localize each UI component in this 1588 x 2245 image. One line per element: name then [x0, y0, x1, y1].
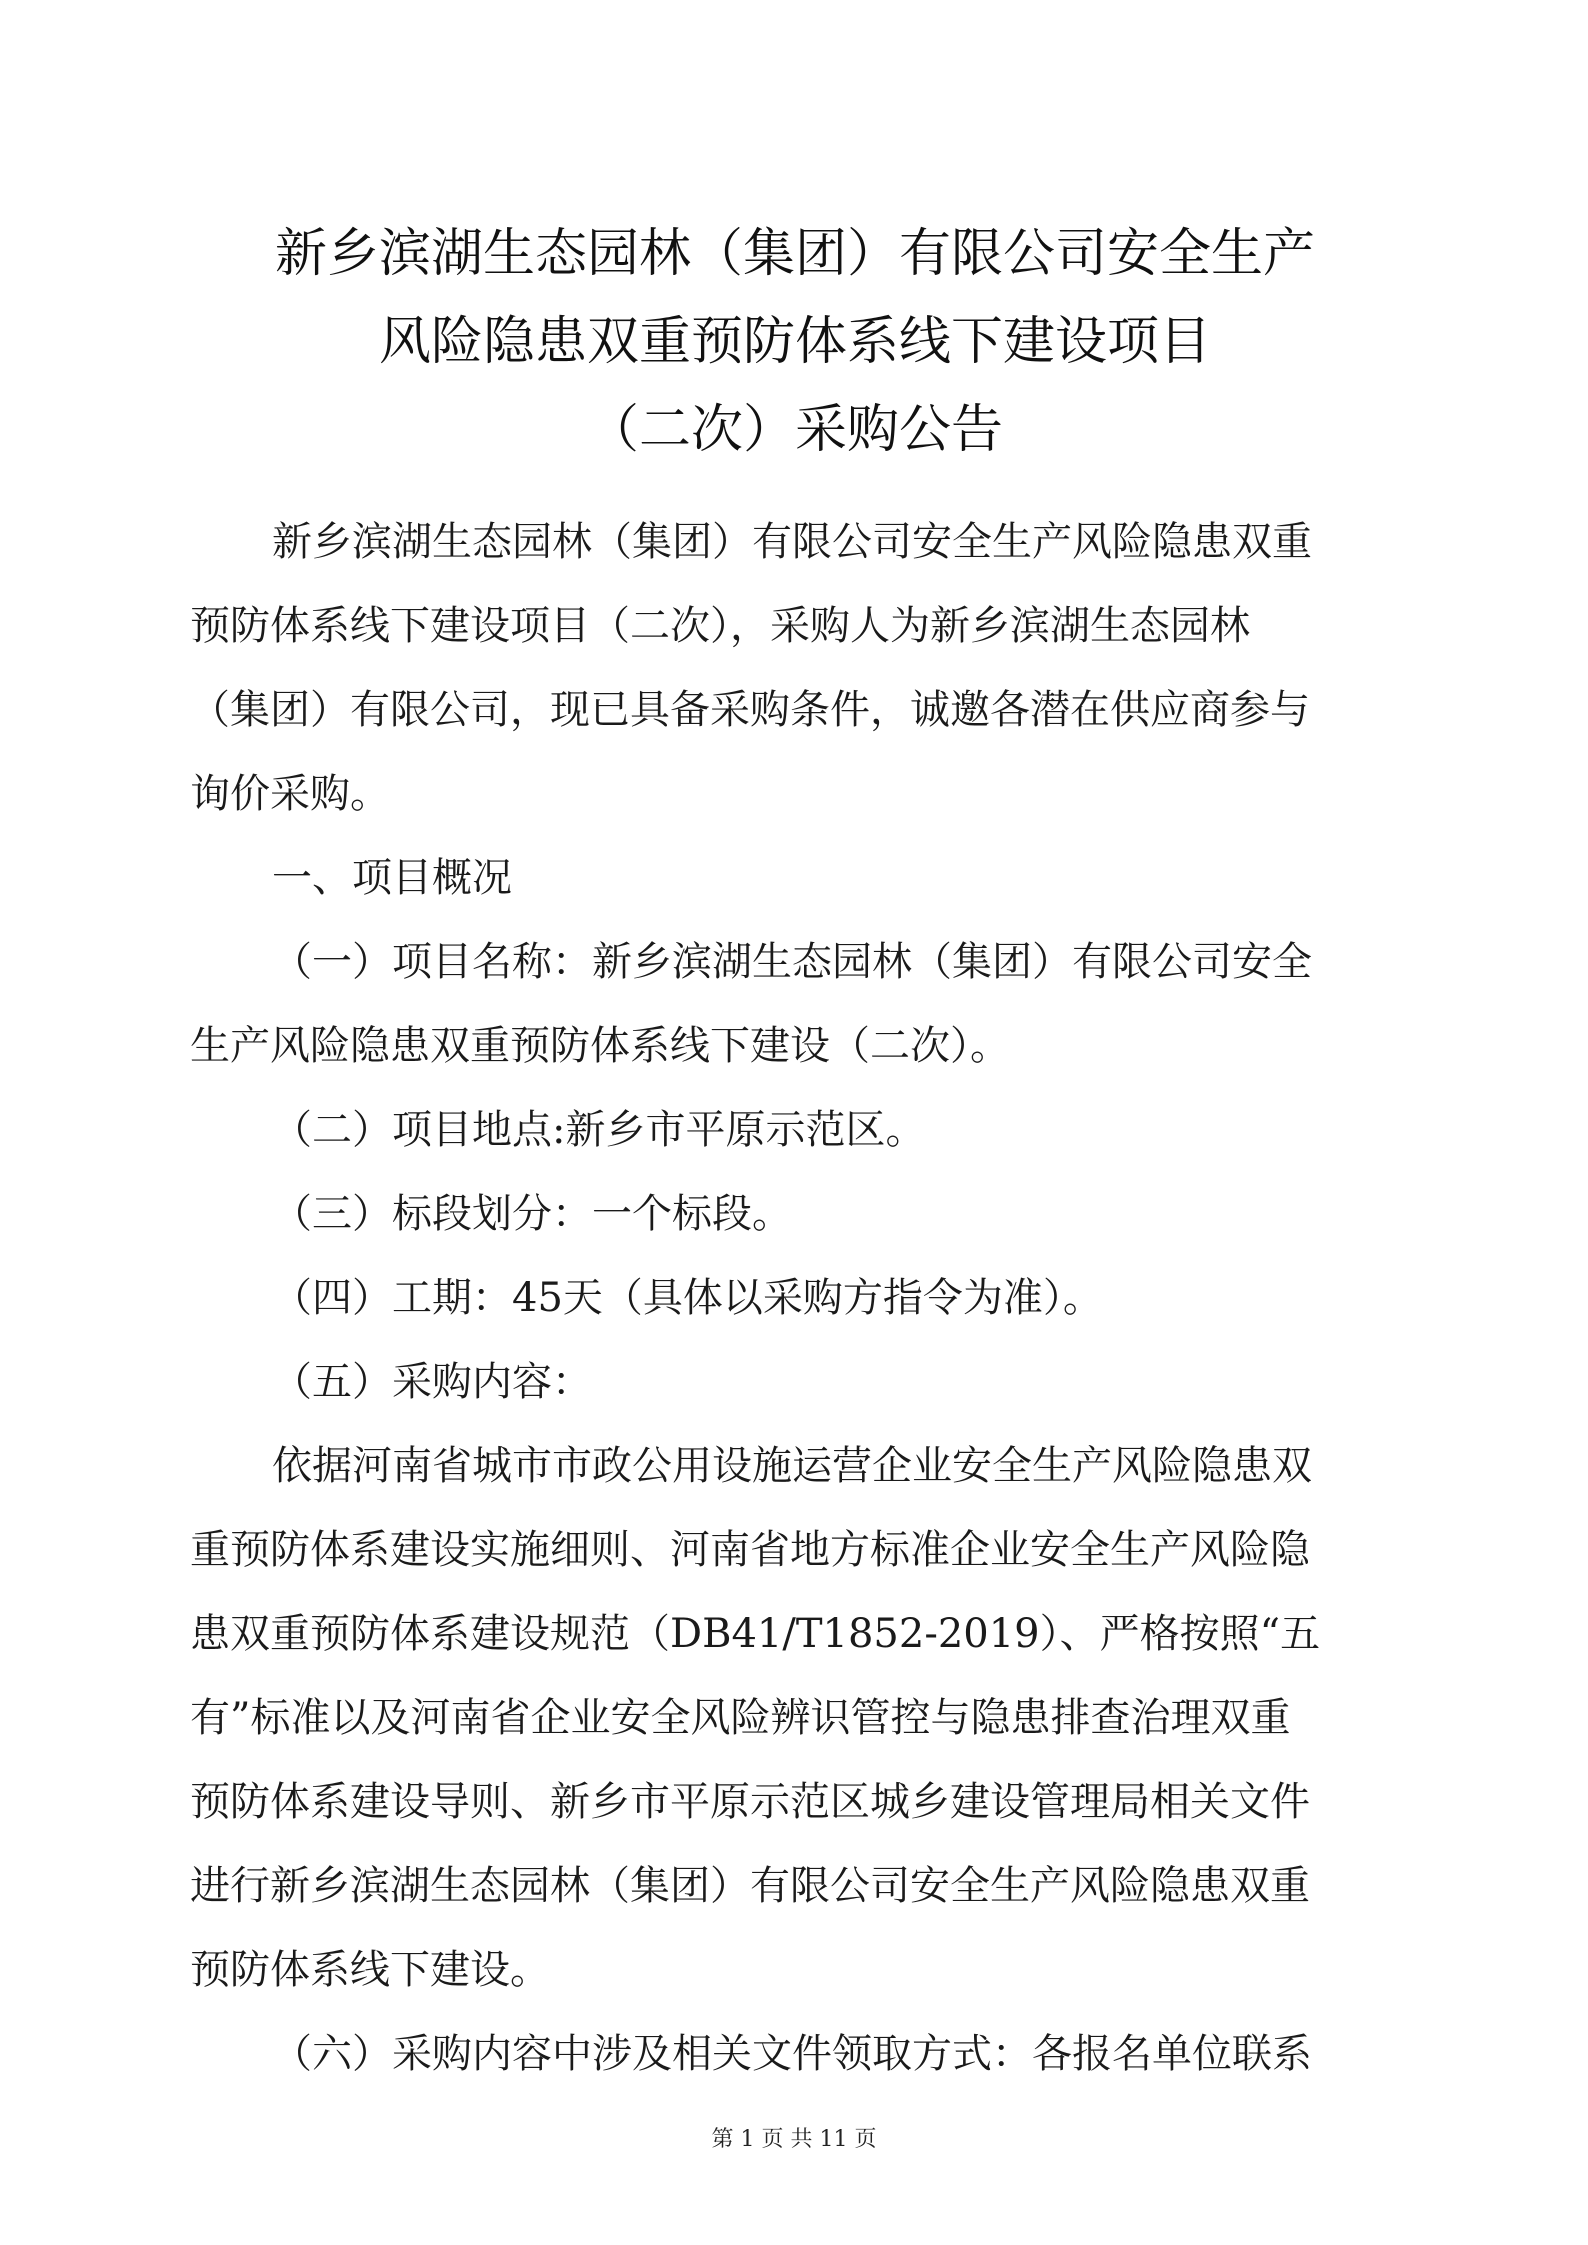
item-document-retrieval: （六）采购内容中涉及相关文件领取方式：各报名单位联系 — [272, 2031, 1312, 2077]
content-line: 预防体系建设导则、新乡市平原示范区城乡建设管理局相关文件 — [190, 1779, 1310, 1825]
intro-line: 预防体系线下建设项目（二次），采购人为新乡滨湖生态园林 — [190, 603, 1250, 649]
item-procurement-content: （五）采购内容： — [272, 1359, 592, 1405]
content-line: 依据河南省城市市政公用设施运营企业安全生产风险隐患双 — [272, 1443, 1312, 1489]
title-line-1: 新乡滨湖生态园林（集团）有限公司安全生产 — [274, 224, 1315, 284]
content-line: 有”标准以及河南省企业安全风险辨识管控与隐患排查治理双重 — [190, 1695, 1291, 1741]
item-project-name: （一）项目名称：新乡滨湖生态园林（集团）有限公司安全 — [272, 939, 1312, 985]
intro-line: 新乡滨湖生态园林（集团）有限公司安全生产风险隐患双重 — [272, 519, 1312, 565]
document-body — [190, 500, 1400, 2096]
item-duration: （四）工期：45天（具体以采购方指令为准）。 — [272, 1275, 1103, 1321]
intro-line: （集团）有限公司，现已具备采购条件，诚邀各潜在供应商参与 — [190, 687, 1310, 733]
item-lot-division: （三）标段划分：一个标段。 — [272, 1191, 792, 1237]
document-title — [190, 210, 1400, 474]
intro-line: 询价采购。 — [190, 771, 390, 817]
content-line: 预防体系线下建设。 — [190, 1947, 550, 1993]
item-project-name-cont: 生产风险隐患双重预防体系线下建设（二次）。 — [190, 1023, 1010, 1069]
content-line: 进行新乡滨湖生态园林（集团）有限公司安全生产风险隐患双重 — [190, 1863, 1310, 1909]
title-line-3: （二次）采购公告 — [586, 400, 1003, 460]
title-line-2: 风险隐患双重预防体系线下建设项目 — [378, 312, 1211, 372]
content-line: 患双重预防体系建设规范（DB41/T1852-2019）、严格按照“五 — [190, 1611, 1321, 1657]
page-number-footer: 第 1 页 共 11 页 — [711, 2127, 877, 2152]
item-project-location: （二）项目地点:新乡市平原示范区。 — [272, 1107, 926, 1153]
content-line: 重预防体系建设实施细则、河南省地方标准企业安全生产风险隐 — [190, 1527, 1310, 1573]
section-heading: 一、项目概况 — [272, 855, 512, 901]
document-page — [190, 0, 1400, 2245]
